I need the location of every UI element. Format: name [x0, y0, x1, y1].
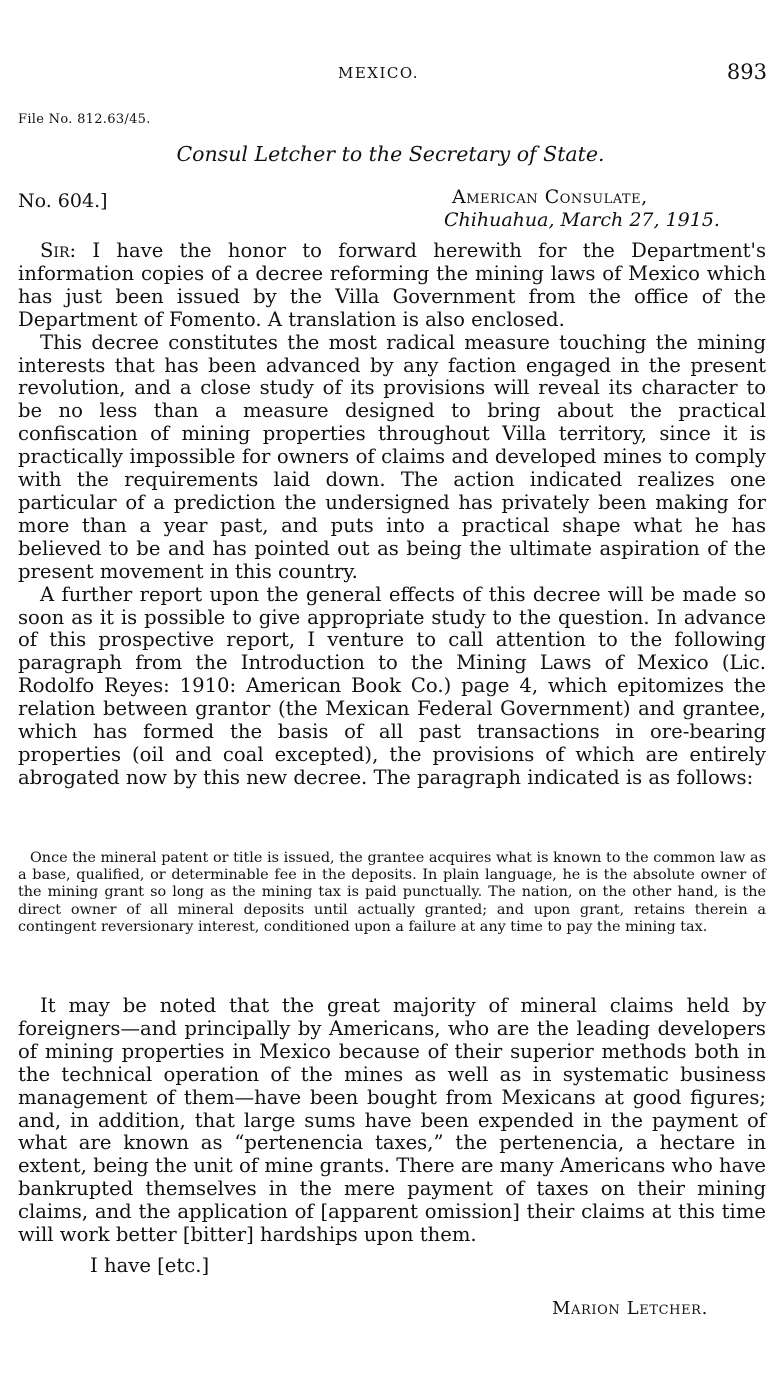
letter-body-continued	[18, 995, 766, 1247]
salutation: Sir:	[40, 239, 77, 262]
document-heading: Consul Letcher to the Secretary of State.	[176, 142, 605, 166]
closing: I have [etc.]	[90, 1254, 210, 1277]
signature: Marion Letcher.	[552, 1298, 708, 1319]
running-title: MEXICO.	[338, 64, 420, 82]
address-line-2: Chihuahua, March 27, 1915.	[444, 209, 720, 231]
paragraph-2: This decree constitutes the most radical measure touching the mining interests that has been advanced by any faction engaged in the present revolution, and a close study of its provisions will reveal its character to be no less than a measure designed to bring about the practical confiscation of mining properties throughout Villa territory, since it is practically impossible for owners of claims and developed mines to comply with the requirements laid down. The action indicated realizes one particular of a prediction the undersigned has privately been making for more than a year past, and puts into a practical shape what he has believed to be and has pointed out as being the ultimate aspiration of the present movement in this country.	[18, 330, 766, 583]
dispatch-number: No. 604.]	[18, 190, 108, 212]
block-quotation: Once the mineral patent or title is issued, the grantee acquires what is known to the common law as a base, qualified, or determinable fee in the deposits. In plain language, he is the absolute owner of the mining grant so long as the mining tax is paid punctually. The nation, on the other hand, is the direct owner of all mineral deposits until actually granted; and upon grant, retains therein a contingent reversionary interest, conditioned upon a failure at any time to pay the mining tax.	[18, 850, 766, 935]
letter-body	[18, 240, 766, 790]
address-line-1: American Consulate,	[452, 186, 648, 208]
file-number: File No. 812.63/45.	[18, 112, 151, 127]
paragraph-3: A further report upon the general effects of this decree will be made so soon as it is possible to give appropriate study to the question. In advance of this prospective report, I venture to call attention to the following paragraph from the Introduction to the Mining Laws of Mexico (Lic. Rodolfo Reyes: 1910: American Book Co.) page 4, which epitomizes the relation between grantor (the Mexican Federal Government) and grantee, which has formed the basis of all past transactions in ore-bearing properties (oil and coal excepted), the provisions of which are entirely abrogated now by this new decree. The paragraph indicated is as follows:	[18, 582, 766, 789]
page-number: 893	[726, 60, 767, 84]
paragraph-4: It may be noted that the great majority of mineral claims held by foreigners—and principally by Americans, who are the leading developers of mining properties in Mexico because of their superior methods both in the technical operation of the mines as well as in systematic business management of them—have been bought from Mexicans at good figures; and, in addition, that large sums have been expended in the payment of what are known as “pertenencia taxes,” the pertenencia, a hectare in extent, being the unit of mine grants. There are many Americans who have bankrupted themselves in the mere payment of taxes on their mining claims, and the application of [apparent omission] their claims at this time will work better [bitter] hardships upon them.	[18, 994, 766, 1247]
paragraph-1	[18, 240, 766, 332]
paragraph-1-text: I have the honor to forward herewith for the Department's information copies of a decree reforming the mining laws of Mexico which has just been issued by the Villa Government from the office of the Department of Fomento. A translation is also enclosed.	[18, 239, 766, 331]
consulate-address	[444, 186, 720, 232]
